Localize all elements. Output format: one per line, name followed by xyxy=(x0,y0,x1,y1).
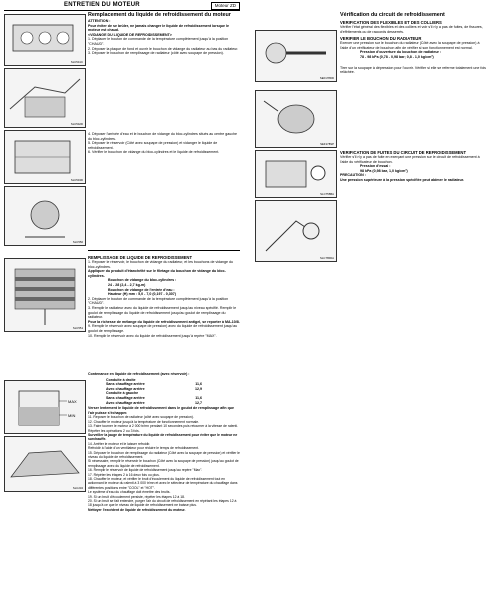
step-18-note: Le système d'eau du chauffage doit émettre des bruits. xyxy=(88,490,171,495)
figure-code: SLC755BA xyxy=(320,192,334,196)
step-1: 1. Déplacer le bouton de commande de la température complètement jusqu'à la position "CHAUD". xyxy=(88,37,229,46)
refill-step-2: 2. Déplacer le bouton de commande de la température complètement jusqu'à la position "CHAUD". xyxy=(88,296,229,306)
step-11: 11. Reposer le bouchon de radiateur (côté avec soupape de pression). xyxy=(88,415,194,420)
figure-code: SLC551 xyxy=(72,326,83,330)
cap-pressure-label: Pression d'ouverture du bouchon de radiateur : xyxy=(360,50,442,55)
step-16: 16. Remplir le réservoir de liquide de refroidissement jusqu'au repère "Max". xyxy=(88,468,203,473)
refill-step-9: 9. Remplir le réservoir avec soupape de pression) avec du liquide de refroidissement jusqu'au goulot de remplissage. xyxy=(88,324,238,333)
capacity-heading: Contenance en liquide de refroidissement (avec réservoir) : xyxy=(88,372,190,376)
step-18: 18. Chauffer le moteur, et vérifier le bruit d'écoulement du liquide de refroidissement tout en actionnant le moteur du ralenti à 3 000 tr/mn et avec le sélecteur de température du chauffage dans différentes positions entre "COOL" et "HOT". xyxy=(88,477,238,490)
figure-code: SLC765DA xyxy=(320,256,334,260)
left-column-steps-b xyxy=(88,132,240,155)
step-13: 13. Faire tourner le moteur à 2 000 tr/mn pendant 10 secondes puis retourner à la vitesse de ralenti. xyxy=(88,424,239,429)
capacity-row: Avec chauffage arrière 12,7 xyxy=(106,400,202,405)
step-19: 19. Si un bruit d'écoulement persiste, répéter les étapes 12 à 18. xyxy=(88,494,185,499)
capacity-table xyxy=(106,378,240,406)
figure-code: SLC542D xyxy=(70,122,83,126)
vidange-heading: <VIDANGE DU LIQUIDE DE REFROIDISSEMENT> xyxy=(88,32,172,37)
figure-code: SEF178DD xyxy=(319,76,334,80)
refill-step-3: 3. Remplir le radiateur avec du liquide de refroidissement jusqu'au niveau spécifié. Remplir le goulot de remplissage du liquide de refroidissement jusqu'au goulot de remplissage du radiateur. xyxy=(88,305,237,320)
figure-drain-plug xyxy=(4,186,86,246)
sealant-note: Appliquer du produit d'étanchéité sur le filetage du bouchon de vidange du bloc-cylindres. xyxy=(88,269,226,278)
caution-label: PRECAUTION : xyxy=(340,173,366,178)
cap-text: Exercer une pression sur le bouchon du radiateur (Côté avec la soupape de pression) à l'aide d'un vérificateur de bouchon afin de vérifier si son fonctionnement est normal. xyxy=(340,41,480,50)
torque-label: Bouchon de vidange du bloc-cylindres : xyxy=(108,278,177,283)
attention-label: ATTENTION : xyxy=(88,19,111,23)
attention-text: Pour éviter de se brûler, ne jamais changer le liquide de refroidissement lorsque le moteur est chaud. xyxy=(88,23,230,33)
cap-heading: VERIFIER LE BOUCHON DU RADIATEUR xyxy=(340,36,422,42)
leak-pressure-label: Pression d'essai : xyxy=(360,164,391,169)
leak-heading: VERIFICATION DE FUITES DU CIRCUIT DE REFROIDISSEMENT xyxy=(340,150,467,155)
gauge-warning: Surveiller la jauge de température du liquide de refroidissement pour éviter que le moteur ne surchauffe. xyxy=(88,432,238,442)
capacity-row: Sans chauffage arrière 11,6 xyxy=(106,395,202,400)
step-15-note: Si nécessaire, remplir le réservoir le bouchon (Côté avec la soupape de pression) jusqu'au goulot de remplissage avec du liquide de refroidissement. xyxy=(88,459,239,468)
leak-pressure-value: 98 kPa (0,98 bar, 1,0 kg/cm²) xyxy=(360,168,408,173)
step-14-note: Refroidir à l'aide d'un ventilateur pour réduire le temps de refroidissement. xyxy=(88,446,199,451)
figure-engine-block xyxy=(4,130,86,184)
step-15: 15. Déposer le bouchon de remplissage du radiateur (Côté avec la soupape de pression) et vérifier le niveau du liquide de refroidissement. xyxy=(88,450,240,459)
left-title: Remplacement du liquide de refroidissement du moteur xyxy=(88,12,231,18)
step-14: 14. Arrêter le moteur et le laisser refroidir. xyxy=(88,441,151,446)
cap-pressure-value: 78 - 98 kPa (0,78 - 0,98 bar; 0,8 - 1,0 kg/cm²) xyxy=(360,54,434,59)
level-max-label: MAX xyxy=(68,399,77,404)
hoses-text: Vérifier l'état général des flexibles et des colliers et voir s'il n'y a pas de fuites, de fissures, d'effritements ou de raccords desserrés. xyxy=(340,25,483,34)
step-20: 20. Si un bruit se fait entendre, purger l'air du circuit de refroidissement en répétant les étapes 12 à 18 jusqu'à ce que le niveau de liquide de refroidissement ne baisse plus. xyxy=(88,499,237,508)
step-13-note: Répéter les opérations 2 ou 3 fois. xyxy=(88,428,140,433)
step-4: 4. Déposer l'arrivée d'eau et le bouchon de vidange du bloc-cylindres situés au centre gauche du bloc-cylindres. xyxy=(88,132,238,141)
caution-text: Une pression supérieure à la pression spécifiée peut abîmer le radiateur. xyxy=(340,177,465,182)
entry-label: Bouchon de vidange de l'entrée d'eau : xyxy=(108,287,175,292)
page-header xyxy=(4,2,240,11)
refill-step-10: 10. Remplir le réservoir avec du liquide de refroidissement jusqu'à repère "MAX". xyxy=(88,333,217,338)
leak-text: Vérifier s'il n'y a pas de fuite en exerçant une pression sur le circuit de refroidissement à l'aide du vérificateur de bouchon. xyxy=(340,155,480,164)
refill-step-1: 1. Reposer le réservoir, le bouchon de vidange du radiateur, et les bouchons de vidange du bloc-cylindres. xyxy=(88,260,234,269)
header-title: ENTRETIEN DU MOTEUR xyxy=(64,2,140,8)
figure-cap-tester xyxy=(255,90,337,148)
figure-sealant-diagram xyxy=(4,258,86,332)
capacity-row: Avec chauffage arrière 12,9 xyxy=(106,386,202,391)
refill-section xyxy=(88,253,240,338)
figure-radiator-drain xyxy=(4,68,86,128)
entry-value: Hauteur (H) mm : 5,0 - 7,0 (0,197 - 0,307) xyxy=(108,292,176,297)
mix-text: Pour la richesse de mélange du liquide de refroidissement antigel, se reporter à MA-10/8. xyxy=(88,319,240,324)
step-17: 17. Répéter les étapes 2 à 16 deux fois ou plus. xyxy=(88,472,160,477)
step-12: 12. Chauffer le moteur jusqu'à la température de fonctionnement normale. xyxy=(88,419,200,424)
step-2: 2. Déposer la plaque de fond et ouvrir le bouchon de vidange du radiateur au bas du radiateur. xyxy=(88,46,239,51)
right-column xyxy=(340,12,488,75)
figure-reservoir-level xyxy=(4,380,86,434)
capacity-row: Conduite à droite xyxy=(106,377,136,382)
torque-value: 24 - 28 (2,4 - 2,7 kg-m) xyxy=(108,282,146,287)
level-min-label: MIN xyxy=(68,413,76,418)
pour-text: Verser lentement le liquide de refroidissement dans le goulot de remplissage afin que l'air puisse s'échapper. xyxy=(88,406,234,415)
figure-code: SLC550 xyxy=(72,240,83,244)
figure-hose-check xyxy=(255,30,337,82)
figure-engine-bay xyxy=(4,436,86,492)
hoses-heading: VERIFICATION DES FLEXIBLES ET DES COLLIERS xyxy=(340,20,442,25)
figure-pressure-gauge xyxy=(255,200,337,262)
step-6: 6. Vérifier le bouchon de vidange du bloc-cylindres et le liquide de refroidissement. xyxy=(88,150,220,155)
figure-code: SLC232 xyxy=(72,486,83,490)
figure-code: SLC543D xyxy=(70,178,83,182)
right-title: Vérification du circuit de refroidissement xyxy=(340,12,445,18)
leak-section xyxy=(340,148,488,183)
refill-heading: REMPLISSAGE DE LIQUIDE DE REFROIDISSEMENT xyxy=(88,255,193,260)
step-5: 5. Déposer le réservoir (Côté avec soupape de pression) et vidanger le liquide de refroidissement. xyxy=(88,141,218,150)
capacity-row: Sans chauffage arrière 11,6 xyxy=(106,382,202,387)
figure-code: SEF178SP xyxy=(320,142,334,146)
figure-dashboard-controls xyxy=(4,14,86,66)
cap-text-2: Tirer sur la soupape à dépression pour l'ouvrir. Vérifier si elle se referme totalement une fois relâchée. xyxy=(340,65,486,75)
figure-leak-test xyxy=(255,150,337,198)
clean-note: Nettoyer l'excédent de liquide de refroidissement du moteur. xyxy=(88,507,186,512)
figure-code: SLC541C xyxy=(70,60,83,64)
section-separator xyxy=(88,250,240,251)
left-column xyxy=(88,12,240,56)
capacity-row: Conduite à gauche xyxy=(106,391,139,396)
header-tag: Moteur ZD xyxy=(211,2,240,10)
step-3: 3. Déposer le bouchon de remplissage de radiateur (côté avec soupape de pression). xyxy=(88,51,224,56)
capacity-section xyxy=(88,372,240,512)
